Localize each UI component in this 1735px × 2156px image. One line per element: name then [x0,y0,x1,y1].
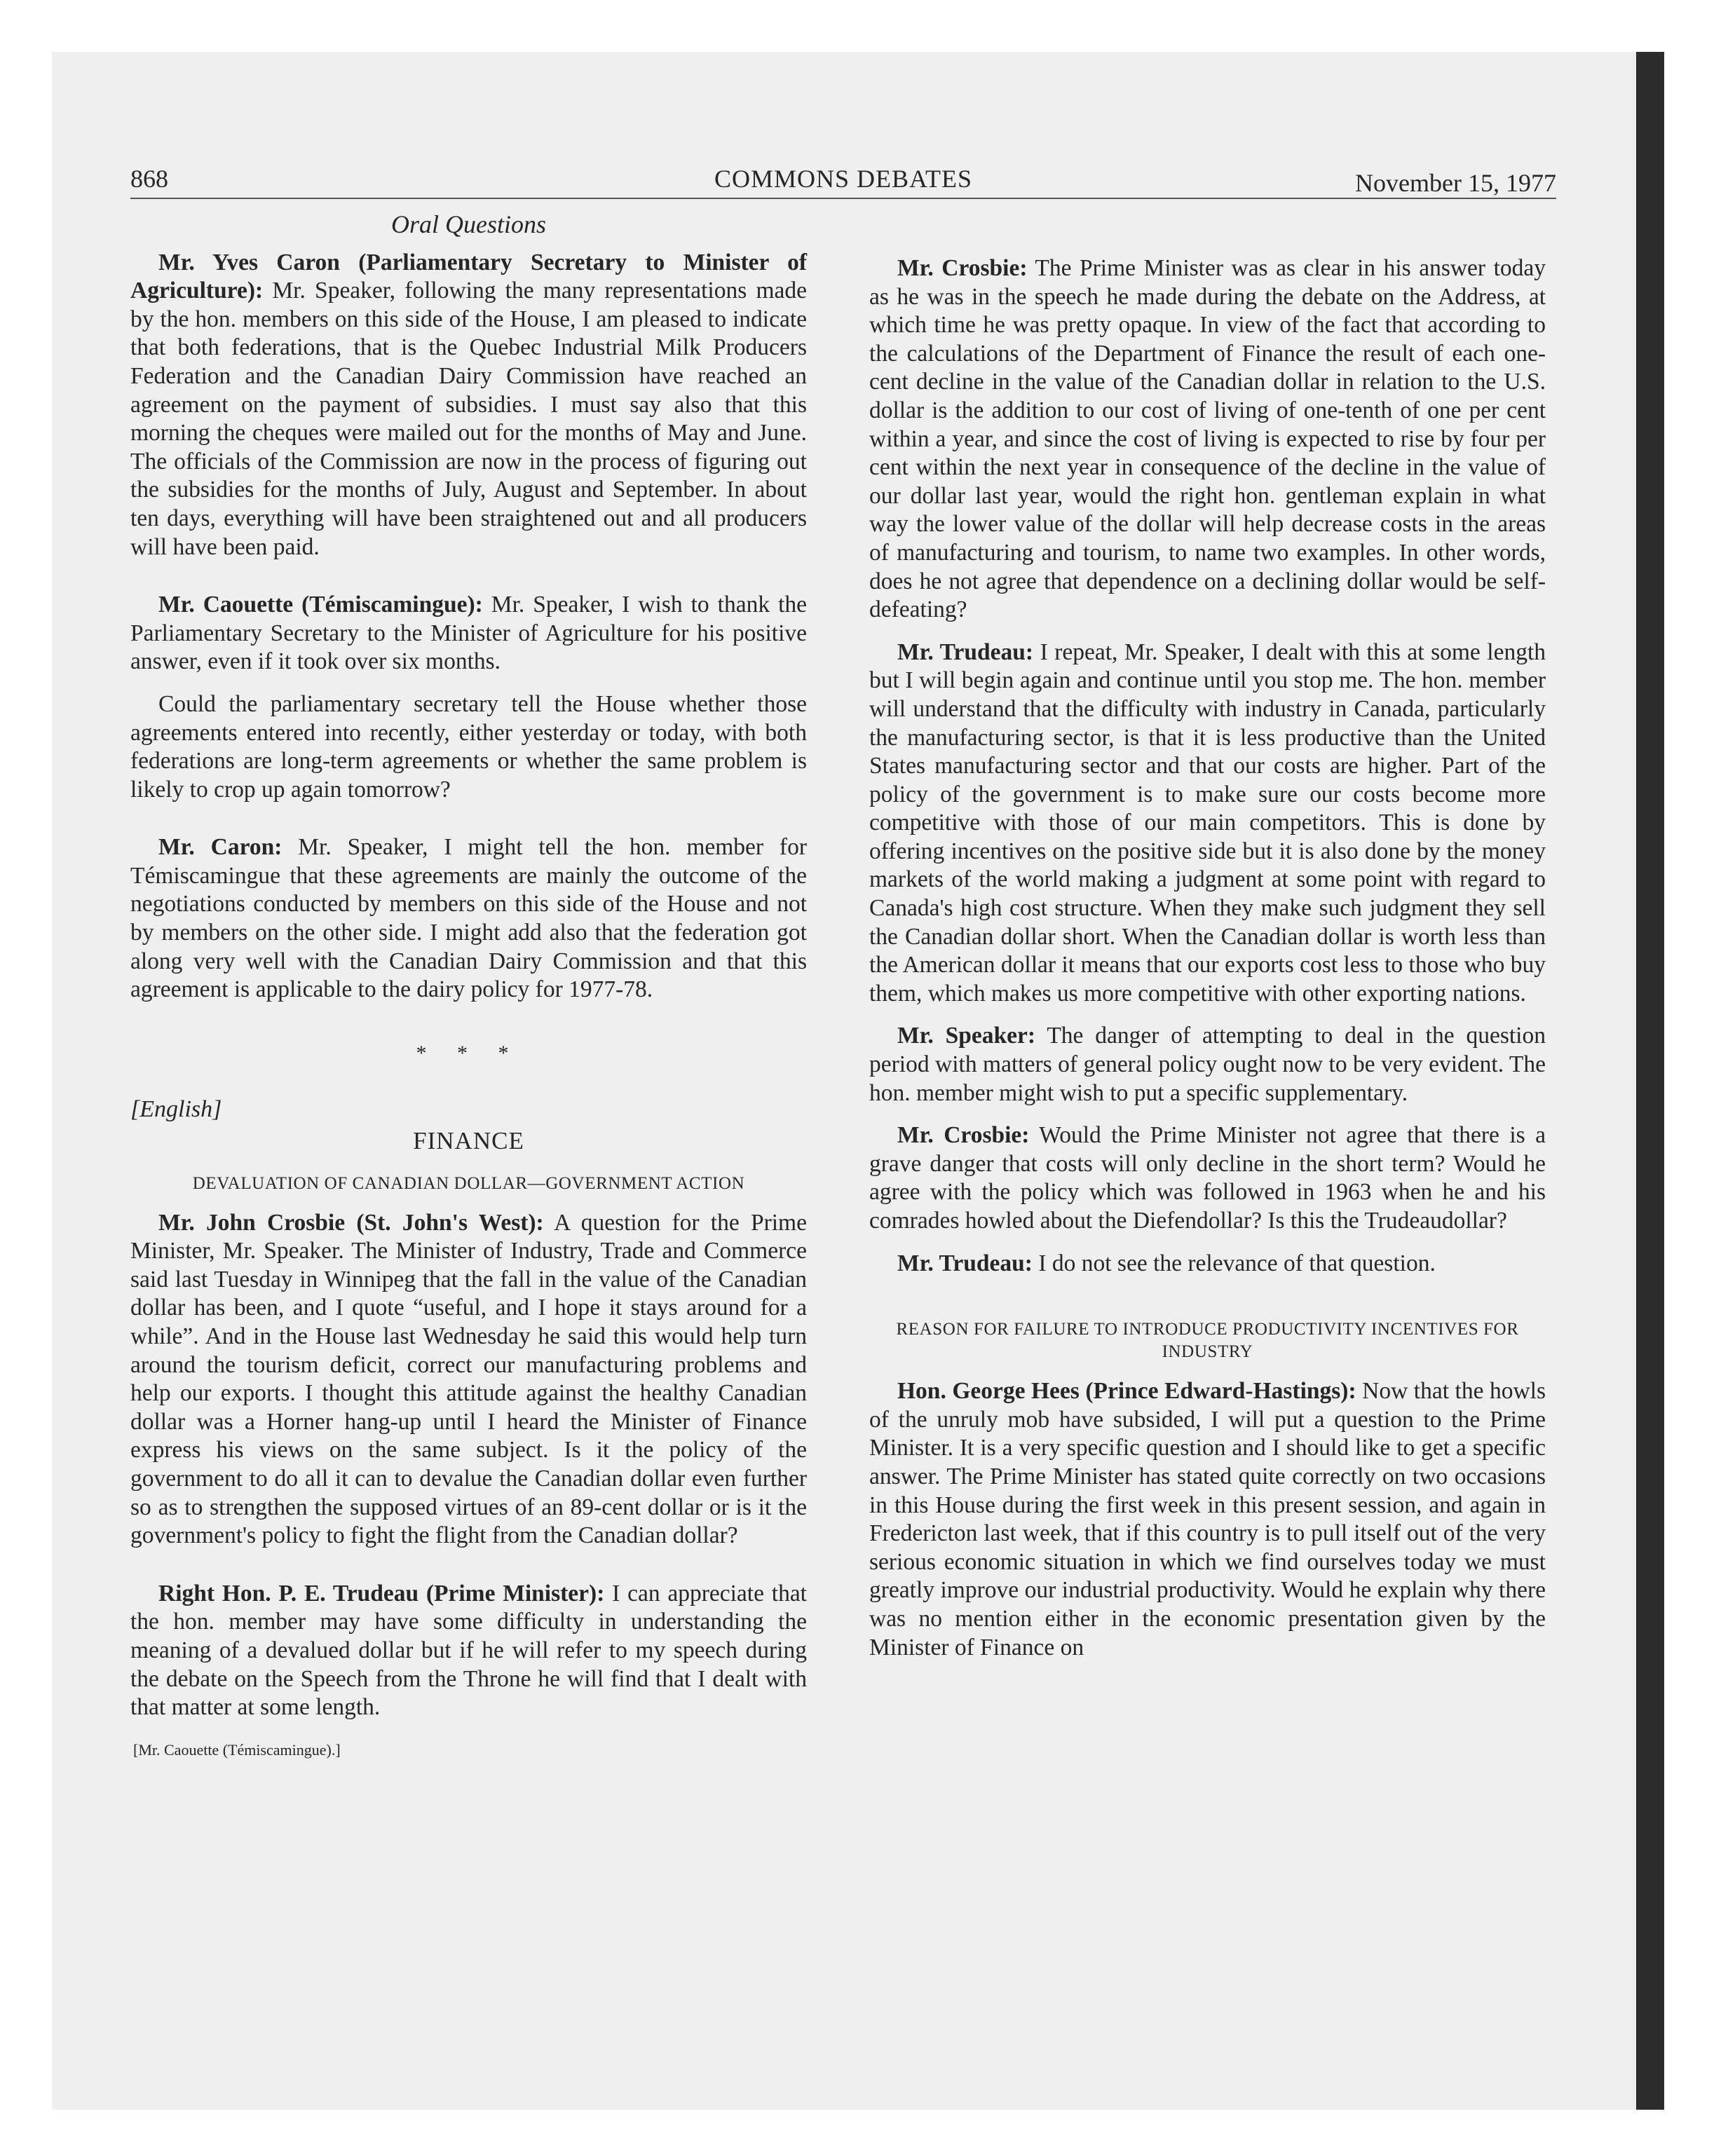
speech-paragraph [869,1121,1546,1235]
left-column [130,210,807,1764]
speech-paragraph [130,1580,807,1722]
speech-text: Mr. Speaker, I might tell the hon. member for Témiscamingue that these agreements are mainly the outcome of the negotiations conducted by members on this side of the House and not by members on the other side. I might add also that the federation got along very well with the Canadian Dairy Commission and that this agreement is applicable to the dairy policy for 1977-78. [130,834,807,1003]
speech-paragraph [869,1250,1546,1278]
speech-text: Now that the howls of the unruly mob have subsided, I will put a question to the Prime Minister. It is a very specific question and I should like to get a specific answer. The Prime Minister has stated quite correctly on two occasions in this House during the first week in this present session, and again in Fredericton last week, that if this country is to pull itself out of the very serious economic situation in which we find ourselves today we must greatly improve our industrial productivity. Would he explain why there was no mention either in the economic presentation given by the Minister of Finance on [869,1378,1546,1660]
speech-paragraph [869,254,1546,625]
section-separator: * * * [416,1041,522,1065]
speech-text: I do not see the relevance of that question. [1032,1250,1436,1276]
speech-paragraph [130,833,807,1004]
speech-text: A question for the Prime Minister, Mr. Speaker. The Minister of Industry, Trade and Commerce said last Tuesday in Winnipeg that the fall in the value of the Canadian dollar has been, and I quote “useful, and I hope it stays around for a while”. And in the House last Wednesday he said this would help turn around the tourism deficit, correct our manufacturing problems and help our exports. I thought this attitude against the healthy Canadian dollar was a Horner hang-up until I heard the Minister of Finance express his views on the same subject. Is it the policy of the government to do all it can to devalue the Canadian dollar even further so as to strengthen the supposed virtues of an 89-cent dollar or is it the government's policy to fight the flight from the Canadian dollar? [130,1209,807,1549]
speaker-name: Mr. Yves Caron (Parliamentary Secretary to Minister of Agriculture): [130,249,807,304]
speech-text: The danger of attempting to deal in the question period with matters of general policy ought now to be very evident. The hon. member might wish to put a specific supplementary. [869,1023,1546,1106]
speech-paragraph [130,1209,807,1550]
speaker-name: Right Hon. P. E. Trudeau (Prime Minister): [158,1580,605,1606]
speaker-name: Mr. Crosbie: [897,255,1028,281]
speaker-name: Hon. George Hees (Prince Edward-Hastings): [897,1378,1356,1405]
speech-paragraph [869,1022,1546,1107]
speaker-name: Mr. Trudeau: [897,1250,1033,1276]
topic-subheading: REASON FOR FAILURE TO INTRODUCE PRODUCTIVITY INCENTIVES FOR INDUSTRY [896,1320,1519,1362]
speech-paragraph [869,1377,1546,1662]
topic-subheading: DEVALUATION OF CANADIAN DOLLAR—GOVERNMENT ACTION [192,1173,745,1193]
speech-paragraph [130,690,807,804]
page-edge-shadow [1636,52,1664,2110]
speaker-name: Mr. John Crosbie (St. John's West): [158,1209,544,1236]
right-column [869,254,1546,1662]
speech-paragraph [130,591,807,676]
publication-date: November 15, 1977 [1355,169,1556,197]
speech-text: I can appreciate that the hon. member may have some difficulty in understanding the meaning of a devalued dollar but if he will refer to my speech during the debate on the Speech from the Throne he will find that I dealt with that matter at some length. [130,1580,807,1721]
section-label: Oral Questions [390,210,546,238]
speech-text: Would the Prime Minister not agree that there is a grave danger that costs will only decline in the short term? Would he agree with the policy which was followed in 1963 when he and his comrades howled about the Diefendollar? Is this the Trudeaudollar? [869,1122,1546,1234]
page-number: 868 [130,165,168,193]
speech-paragraph [130,249,807,562]
speech-text: Mr. Speaker, I wish to thank the Parliamentary Secretary to the Minister of Agriculture for his positive answer, even if it took over six months. [130,592,807,675]
footer-note: [Mr. Caouette (Témiscamingue).] [133,1740,341,1759]
speech-text: Mr. Speaker, following the many representations made by the hon. members on this side of the House, I am pleased to indicate that both federations, that is the Quebec Industrial Milk Producers Federation and the Canadian Dairy Commission have reached an agreement on the payment of subsidies. I must say also that this morning the cheques were mailed out for the months of May and June. The officials of the Commission are now in the process of figuring out the subsidies for the months of July, August and September. In about ten days, everything will have been straightened out and all producers will have been paid. [130,278,807,560]
speech-paragraph [869,639,1546,1009]
speech-text: Could the parliamentary secretary tell the House whether those agreements entered into recently, either yesterday or today, with both federations are long-term agreements or whether the same problem is likely to crop up again tomorrow? [130,690,807,803]
speaker-name: Mr. Speaker: [897,1023,1036,1049]
speaker-name: Mr. Crosbie: [897,1122,1030,1149]
speaker-name: Mr. Trudeau: [897,639,1034,665]
speech-text: The Prime Minister was as clear in his answer today as he was in the speech he made during the debate on the Address, at which time he was pretty opaque. In view of the fact that according to the calculations of the Department of Finance the result of each one-cent decline in the value of the Canadian dollar in relation to the U.S. dollar is the addition to our cost of living of one-tenth of one per cent within a year, and since the cost of living is expected to rise by four per cent within the next year in consequence of the decline in the value of our dollar last year, would the right hon. gentleman explain in what way the lower value of the dollar will help decrease costs in the areas of manufacturing and tourism, to name two examples. In other words, does he not agree that dependence on a declining dollar would be self-defeating? [869,255,1546,623]
speaker-name: Mr. Caouette (Témiscamingue): [158,592,483,618]
header-rule [130,198,1556,199]
publication-title: COMMONS DEBATES [714,165,973,193]
topic-heading: FINANCE [413,1127,524,1155]
speaker-name: Mr. Caron: [158,834,283,861]
speech-text: I repeat, Mr. Speaker, I dealt with this at some length but I will begin again and continue until you stop me. The hon. member will understand that the difficulty with industry in Canada, particularly the manufacturing sector, is that it is less productive than the United States manufacturing sector and that our costs are higher. Part of the policy of the government is to make sure our costs become more competitive with those of our main competitors. This is done by offering incentives on the positive side but it is also done by the money markets of the world making a judgment at some point with regard to Canada's high cost structure. When they make such judgment they sell the Canadian dollar short. When the Canadian dollar is worth less than the American dollar it means that our exports cost less to those who buy them, which makes us more competitive with other exporting nations. [869,639,1546,1007]
language-note: [English] [130,1096,222,1123]
